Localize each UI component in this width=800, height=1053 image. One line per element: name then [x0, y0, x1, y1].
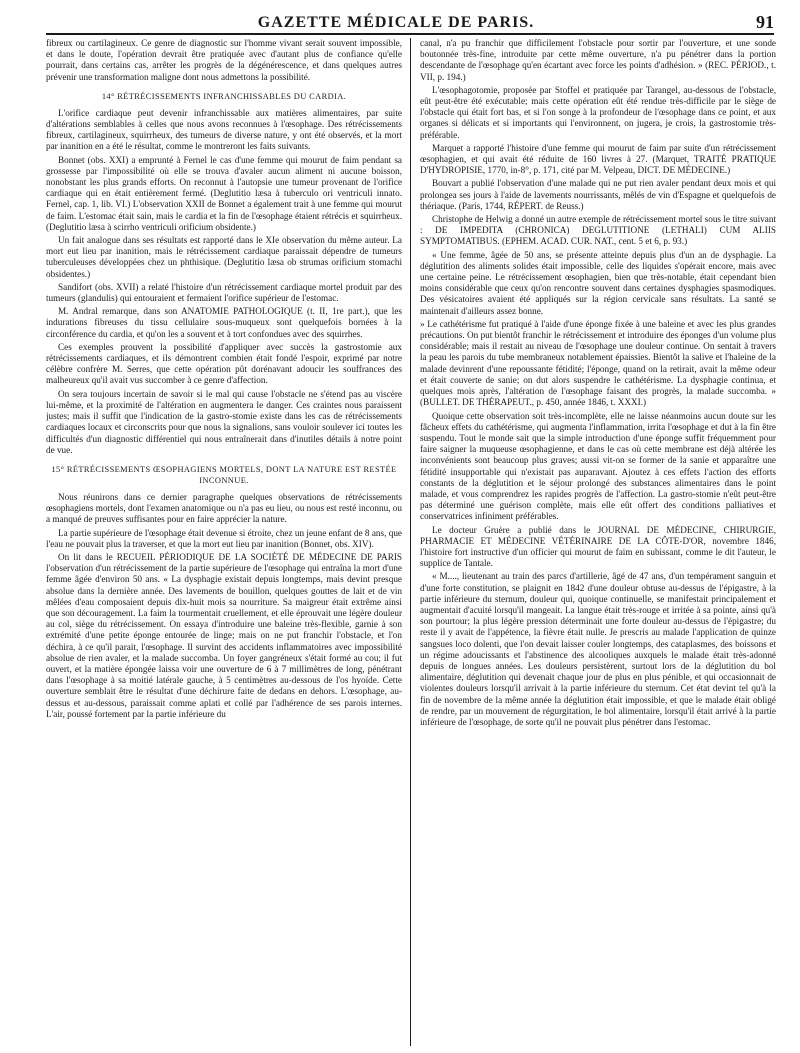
- paragraph: Nous réunirons dans ce dernier paragraphe quelques observations de rétrécissements œsophagiens mortels, dont l'examen anatomique ou n'a pas eu lieu, ou nous est resté inconnu, ou a manqué de preuves suffisantes pour en faire apprécier la nature.: [46, 491, 402, 525]
- paragraph: Christophe de Helwig a donné un autre exemple de rétrécissement mortel sous le titre suivant : DE IMPEDITA (CHRONICA) DEGLUTITIONE (LETHALI) CUM ALIIS SYMPTOMATIBUS. (EPHEM. ACAD. CUR. NAT., cent. 5 et 6, p. 93.): [420, 214, 776, 247]
- paragraph: Ces exemples prouvent la possibilité d'appliquer avec succès la gastrostomie aux rétrécissements cardiaques, et ils démontrent combien était fondé l'espoir, exprimé par notre célèbre confrère M. Serres, que cette opération pût dorénavant adoucir les souffrances des malheureux qu'il avait vus succomber à ce genre d'affection.: [46, 341, 402, 386]
- paragraph: » Le cathétérisme fut pratiqué à l'aide d'une éponge fixée à une baleine et avec les plus grandes précautions. On put bientôt franchir le rétrécissement et introduire des éponges d'un volume plus considérable; mais il restait au niveau de l'œsophage une douleur continue. On sentait à travers la peau les parois du tube membraneux notablement épaissies. Bientôt la salive et l'haleine de la malade devinrent d'une repoussante fétidité; l'éponge, quand on la retirait, avait la même odeur et était couverte de sanie; on dut alors suspendre le cathétérisme. La dysphagie continua, et quelques mois après, l'altération de l'œsophage faisant des progrès, la malade succomba. » (BULLET. DE THÉRAPEUT., p. 450, année 1846, t. XXXI.): [420, 318, 776, 408]
- paragraph: Un fait analogue dans ses résultats est rapporté dans le XIe observation du même auteur. La mort eut lieu par inanition, mais le rétrécissement cardiaque paraissait dépendre de tumeurs tuberculeuses développées chez un phthisique. (Deglutitio læsa ob strumas orificium stomachi obsidentes.): [46, 235, 402, 279]
- paragraph: On lit dans le RECUEIL PÉRIODIQUE DE LA SOCIÉTÉ DE MÉDECINE DE PARIS l'observation d'un rétrécissement de la partie supérieure de l'œsophage qui entraîna la mort d'une femme âgée d'environ 50 ans. « La dysphagie existait depuis longtemps, mais devint presque absolue dans la dernière année. Des lavements de bouillon, quelques gouttes de lait et de vin mêlées d'eau composaient depuis dix-huit mois sa nourriture. Sa maigreur était extrême ainsi que son découragement. La faim la tourmentait cruellement, et elle éprouvait une légère douleur au col, siège du rétrécissement. On essaya d'introduire une baleine très-flexible, garnie à son extrémité d'une petite éponge entourée de linge; mais on ne put franchir l'obstacle, et l'on déchira, à ce qu'il parait, l'œsophage. Il survint des accidents inflammatoires avec impossibilité absolue de rien avaler, et la malade succomba. Un foyer gangréneux s'était formé au cou; il fut ouvert, et la matière épongée laissa voir une ouverture de 6 à 7 millimètres de long, pénétrant dans l'œsophage à sa moitié latérale gauche, à 5 centimètres au-dessous de l'os hyoïde. Cette ouverture semblait être le résultat d'une déchirure faite de dedans en dehors. L'œsophage, au-dessus et au-dessous, paraissait comme aplati et collé par l'adhérence de ses parois internes. L'air, poussé fortement par la partie inférieure du: [46, 551, 402, 719]
- page-number: 91: [756, 12, 774, 32]
- paragraph: L'œsophagotomie, proposée par Stoffel et pratiquée par Tarangel, au-dessous de l'obstacle, eût peut-être été exécutable; mais cette opération eût été rendue très-difficile par le siège de l'obstacle qui était fort bas, et si l'on songe à la profondeur de l'œsophage dans ce point, et aux organes si délicats et si importants qui l'environnent, on jugera, je crois, la gastrostomie très-préférable.: [420, 84, 776, 140]
- section-heading-15: 15° RÉTRÉCISSEMENTS ŒSOPHAGIENS MORTELS, DONT LA NATURE EST RESTÉE INCONNUE.: [51, 464, 397, 485]
- paragraph: Sandifort (obs. XVII) a relaté l'histoire d'un rétrécissement cardiaque mortel produit par des tumeurs (glandulis) qui entouraient et fermaient l'orifice supérieur de l'estomac.: [46, 281, 402, 304]
- column-divider: [410, 38, 411, 1046]
- right-column: [420, 38, 776, 1048]
- paragraph: L'orifice cardiaque peut devenir infranchissable aux matières alimentaires, par suite d'altérations semblables à celles que nous avons reconnues à l'œsophage. Des rétrécissements fibreux, cartilagineux, squirrheux, des tumeurs de diverse nature, y ont été observés, et la mort par inanition en a été le résultat, comme le montreront les faits suivants.: [46, 107, 402, 152]
- paragraph: « M...., lieutenant au train des parcs d'artillerie, âgé de 47 ans, d'un tempérament sanguin et d'une forte constitution, se plaignit en 1842 d'une douleur obtuse au-dessus de l'épigastre, à la partie inférieure du sternum, douleur qui, quoique continuelle, se manifestait principalement et augmentait d'acuité lorsqu'il mangeait. La langue était très-rouge et irritée à sa pointe, ainsi qu'à son pourtour; la plus légère pression déterminait une forte douleur au-dessus de l'épigastre; du reste il y avait de l'appétence, la fièvre était nulle. Je prescris au malade l'application de quinze sangsues loco dolenti, que l'on devait laisser couler longtemps, des cataplasmes, des boissons et un régime adoucissants et l'abstinence des alcooliques auxquels le malade était très-adonné depuis de longues années. Les douleurs persistèrent, surtout lors de la déglutition du bol alimentaire, déglutition qui devenait chaque jour de plus en plus pénible, et qui occasionnait de violentes douleurs lorsqu'il arrivait à la partie inférieure du sternum. Cet état devint tel qu'à la fin de novembre de la même année la déglutition était impossible, et que le malade était obligé de rendre, par un mouvement de régurgitation, le bol alimentaire, lorsqu'il était arrivé à la partie inférieure de l'œsophage, de sorte qu'il ne pouvait plus pénétrer dans l'estomac.: [420, 571, 776, 727]
- page-header: [46, 6, 774, 36]
- paragraph: Bonnet (obs. XXI) a emprunté à Fernel le cas d'une femme qui mourut de faim pendant sa grossesse par l'impossibilité où elle se trouva d'avaler aucun aliment ni aucune boisson, nonobstant les plus grands efforts. On reconnut à l'autopsie une tumeur provenant de l'orifice cardiaque qui en était entièrement fermé. (Deglutitio læsa à tuberculo ori ventriculi innato. Fernel, cap. 1, lib. VI.) L'observation XXII de Bonnet a également trait à une femme qui mourut de faim. L'estomac était sain, mais le cardia et la fin de l'œsophage étaient rétrécis et squirrheux. (Deglutitio læsa à scirrho ventriculi orificium obsidente.): [46, 154, 402, 232]
- section-heading-14: 14° RÉTRÉCISSEMENTS INFRANCHISSABLES DU CARDIA.: [101, 91, 347, 101]
- left-column: [46, 38, 402, 1048]
- paragraph: M. Andral remarque, dans son ANATOMIE PATHOLOGIQUE (t. II, 1re part.), que les indurations fibreuses du tissu cellulaire sous-muqueux sont quelquefois bornées à la circonférence du cardia, et qu'on les a souvent et à tort confondues avec des squirrhes.: [46, 306, 402, 339]
- paragraph: On sera toujours incertain de savoir si le mal qui cause l'obstacle ne s'étend pas au viscère lui-même, et la proximité de l'altération en augmentera le danger. Ces craintes nous paraissent justes; mais il suffit que l'indication de la gastro-stomie existe dans les cas de rétrécissements cardiaques locaux et circonscrits pour que nous la signalions, sans vouloir soulever ici toutes les difficultés d'un diagnostic différentiel qui nous entraînerait dans d'inutiles détails à notre point de vue.: [46, 388, 402, 455]
- paragraph: Marquet a rapporté l'histoire d'une femme qui mourut de faim par suite d'un rétrécissement œsophagien, et qui avait été réduite de 160 livres à 27. (Marquet, TRAITÉ PRATIQUE D'HYDROPISIE, 1770, in-8°, p. 171, cité par M. Velpeau, DICT. DE MÉDECINE.): [420, 142, 776, 176]
- journal-title: GAZETTE MÉDICALE DE PARIS.: [257, 14, 535, 31]
- paragraph: « Une femme, âgée de 50 ans, se présente atteinte depuis plus d'un an de dysphagie. La déglutition des aliments solides était impossible, celle des liquides s'opérait encore, mais avec une certaine peine. Le rétrécissement œsophagien, bien que très-notable, était cependant bien moins considérable que ceux qu'on rencontre souvent dans certaines dysphagies spasmodiques. Des vésicatoires avaient été appliqués sur la région cervicale sans résultats. La santé se maintenait d'ailleurs assez bonne.: [420, 249, 776, 316]
- paragraph: Le docteur Gruère a publié dans le JOURNAL DE MÉDECINE, CHIRURGIE, PHARMACIE ET MÉDECINE VÉTÉRINAIRE DE LA CÔTE-D'OR, novembre 1846, l'histoire fort instructive d'un officier qui mourut de faim en subissant, comme le dit l'auteur, le supplice de Tantale.: [420, 524, 776, 569]
- header-rule: [46, 33, 774, 35]
- paragraph: Quoique cette observation soit très-incomplète, elle ne laisse néanmoins aucun doute sur les fâcheux effets du cathétérisme, qui augmenta l'inflammation, irrita l'œsophage et dut à la fin être suspendu. Tout le monde sait que la simple introduction d'une éponge suffit fréquemment pour faire saigner la muqueuse œsophagienne, et dans le cas où cette membrane est déjà altérée les inconvénients sont beaucoup plus graves; aussi vit-on se former de la sanie et apparaître une fétidité insupportable qui n'existait pas auparavant. Ajoutez à ces effets l'action des efforts constants de la déglutition et le séjour prolongé des substances alimentaires dans le point malade, et vous comprendrez les rapides progrès de l'affection. La gastro-stomie n'eût peut-être pas déterminé une guérison complète, mais elle eût offert des conditions palliatives et conservatrices infiniment préférables.: [420, 410, 776, 522]
- paragraph: fibreux ou cartilagineux. Ce genre de diagnostic sur l'homme vivant serait souvent impossible, et dans le doute, l'opération devrait être pratiquée avec d'autant plus de confiance qu'elle pourrait, dans certains cas, arrêter les progrès de la dégénérescence, et dans quelques autres prévenir une transformation maligne dont nous admettons la possibilité.: [46, 38, 402, 82]
- paragraph: canal, n'a pu franchir que difficilement l'obstacle pour sortir par l'ouverture, et une sonde boutonnée très-fine, introduite par cette même ouverture, n'a pu pénétrer dans la portion descendante de l'œsophage qu'en écartant avec force les points d'adhésion. » (REC. PÉRIOD., t. VII, p. 194.): [420, 38, 776, 82]
- paragraph: La partie supérieure de l'œsophage était devenue si étroite, chez un jeune enfant de 8 ans, que l'eau ne pouvait plus la traverser, et que la mort eut lieu par inanition (Bonnet, obs. XIV).: [46, 527, 402, 549]
- paragraph: Bouvart a publié l'observation d'une malade qui ne put rien avaler pendant deux mois et qui prolongea ses jours à l'aide de lavements nourrissants, mêlés de vin d'Espagne et quelquefois de thériaque. (Paris, 1744, RÉPERT. de Reuss.): [420, 178, 776, 211]
